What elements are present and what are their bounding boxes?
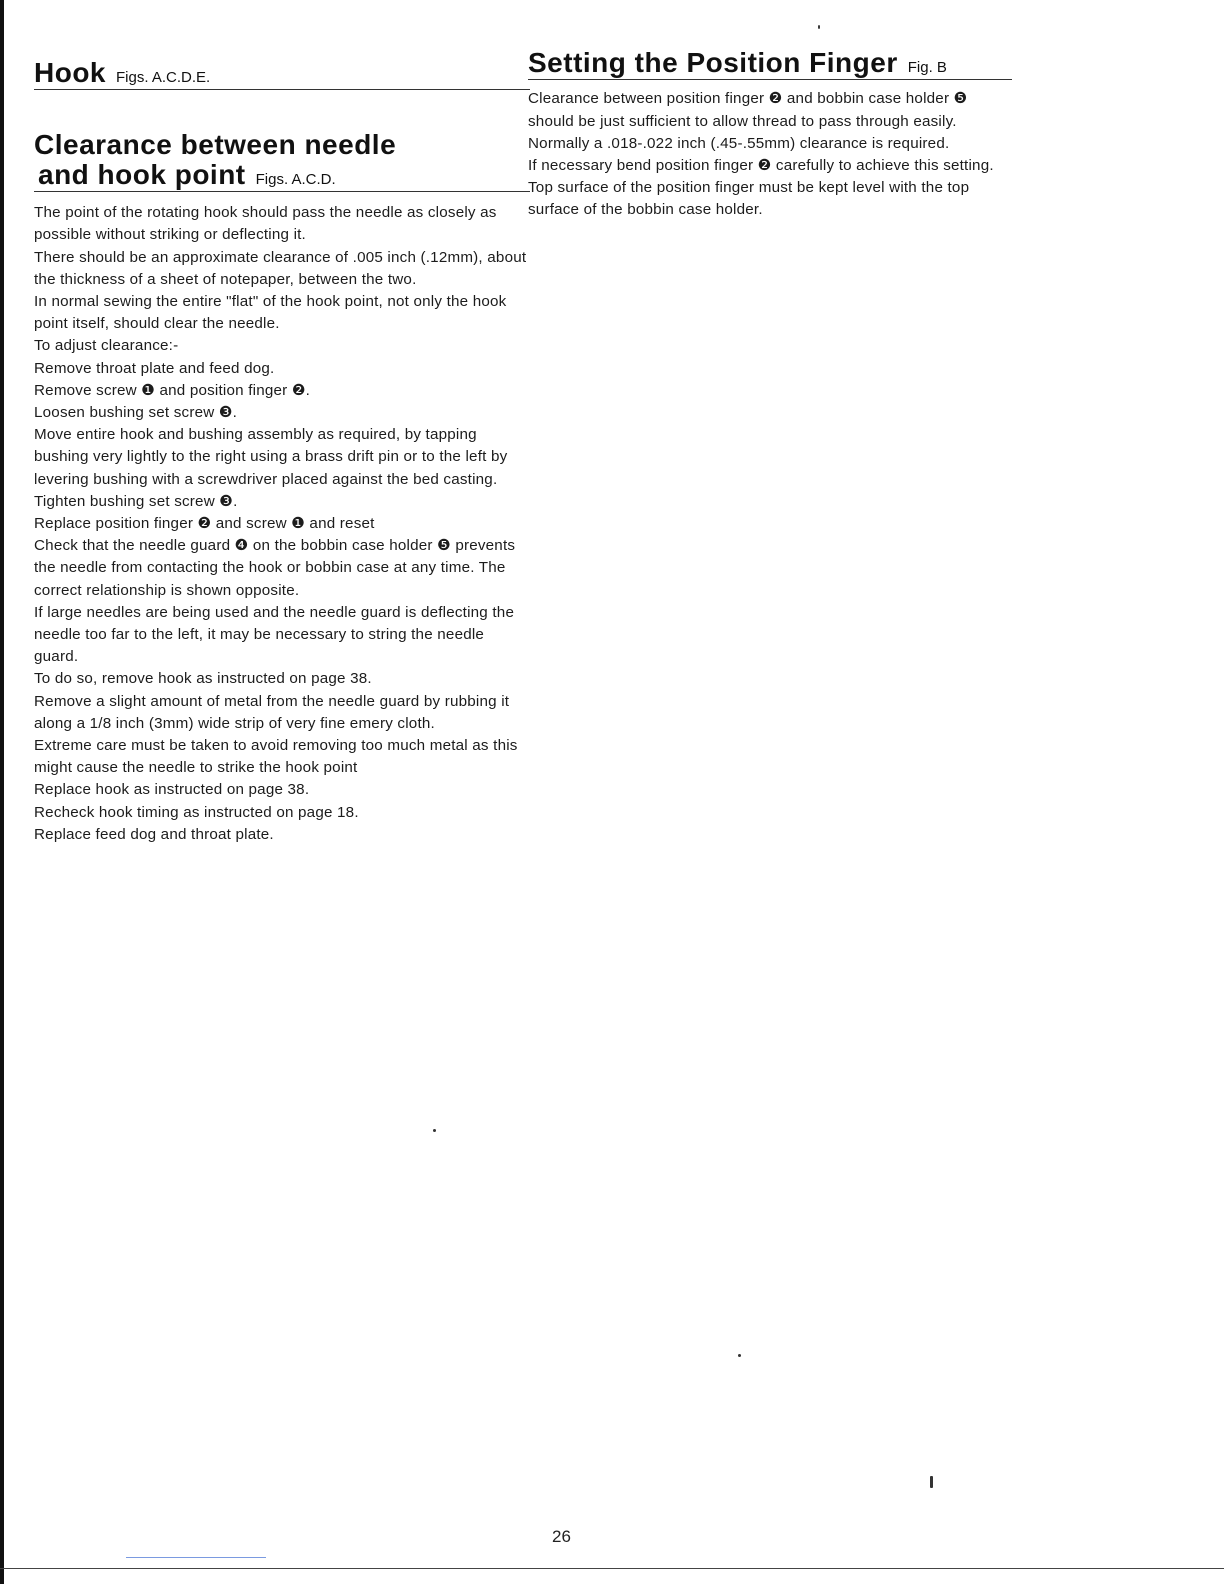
page-number: 26 <box>552 1527 571 1546</box>
body-paragraph: To adjust clearance:- <box>34 337 179 355</box>
body-paragraph: Replace feed dog and throat plate. <box>34 825 274 843</box>
body-paragraph: Check that the needle guard ❹ on the bobbin case holder ❺ prevents the needle from contacting the hook or bobbin case at any time. The correct relationship is shown opposite. <box>34 537 516 599</box>
left-column <box>34 58 530 846</box>
body-paragraph: Replace hook as instructed on page 38. <box>34 781 310 799</box>
scan-speck <box>818 25 820 29</box>
body-paragraph: Remove throat plate and feed dog. <box>34 359 275 377</box>
right-column <box>528 48 1012 222</box>
hook-heading-figure-ref: Figs. A.C.D.E. <box>116 69 211 86</box>
clearance-heading-line2: and hook point <box>38 158 246 190</box>
position-finger-heading-title: Setting the Position Finger <box>528 47 898 78</box>
page-left-edge <box>0 0 4 1584</box>
clearance-heading <box>34 130 530 192</box>
bottom-scan-rule <box>0 1568 1224 1569</box>
position-finger-body <box>528 88 1012 221</box>
body-paragraph: There should be an approximate clearance of .005 inch (.12mm), about the thickness of a sheet of notepaper, between the two. <box>34 248 527 288</box>
body-paragraph: In normal sewing the entire "flat" of the hook point, not only the hook point itself, should clear the needle. <box>34 292 507 333</box>
clearance-heading-line1: Clearance between needle <box>34 129 397 161</box>
body-paragraph: The point of the rotating hook should pass the needle as closely as possible without striking or deflecting it. <box>34 204 497 244</box>
scan-speck <box>738 1354 741 1357</box>
position-finger-heading <box>528 48 1012 80</box>
body-paragraph: Move entire hook and bushing assembly as required, by tapping bushing very lightly to the right using a brass drift pin or to the left by levering bushing with a screwdriver placed against the bed casting. Tighten bushing set screw ❸. <box>34 426 508 510</box>
clearance-body <box>34 202 530 846</box>
hook-heading-title: Hook <box>34 57 106 88</box>
position-finger-heading-figure-ref: Fig. B <box>907 59 947 76</box>
body-paragraph: If large needles are being used and the needle guard is deflecting the needle too far to the left, it may be necessary to string the needle guard. <box>34 603 515 666</box>
scan-speck <box>433 1129 436 1132</box>
body-paragraph: Top surface of the position finger must be kept level with the top surface of the bobbin case holder. <box>528 179 970 219</box>
body-paragraph: Extreme care must be taken to avoid removing too much metal as this might cause the needle to strike the hook point <box>34 737 518 777</box>
body-paragraph: Remove screw ❶ and position finger ❷. <box>34 381 311 399</box>
body-paragraph: Loosen bushing set screw ❸. <box>34 404 238 421</box>
body-paragraph: Recheck hook timing as instructed on page 18. <box>34 803 359 821</box>
body-paragraph: Remove a slight amount of metal from the needle guard by rubbing it along a 1/8 inch (3mm) wide strip of very fine emery cloth. <box>34 692 510 732</box>
scan-speck <box>930 1476 933 1488</box>
body-paragraph: Clearance between position finger ❷ and bobbin case holder ❺ should be just sufficient to allow thread to pass through easily. Normally a .018-.022 inch (.45-.55mm) clearance is required. <box>528 90 968 152</box>
body-paragraph: Replace position finger ❷ and screw ❶ and reset <box>34 515 375 533</box>
body-paragraph: To do so, remove hook as instructed on page 38. <box>34 670 372 688</box>
body-paragraph: If necessary bend position finger ❷ carefully to achieve this setting. <box>528 157 994 174</box>
hook-heading <box>34 58 530 90</box>
bottom-scan-line <box>126 1557 266 1558</box>
clearance-heading-figure-ref: Figs. A.C.D. <box>255 170 336 188</box>
